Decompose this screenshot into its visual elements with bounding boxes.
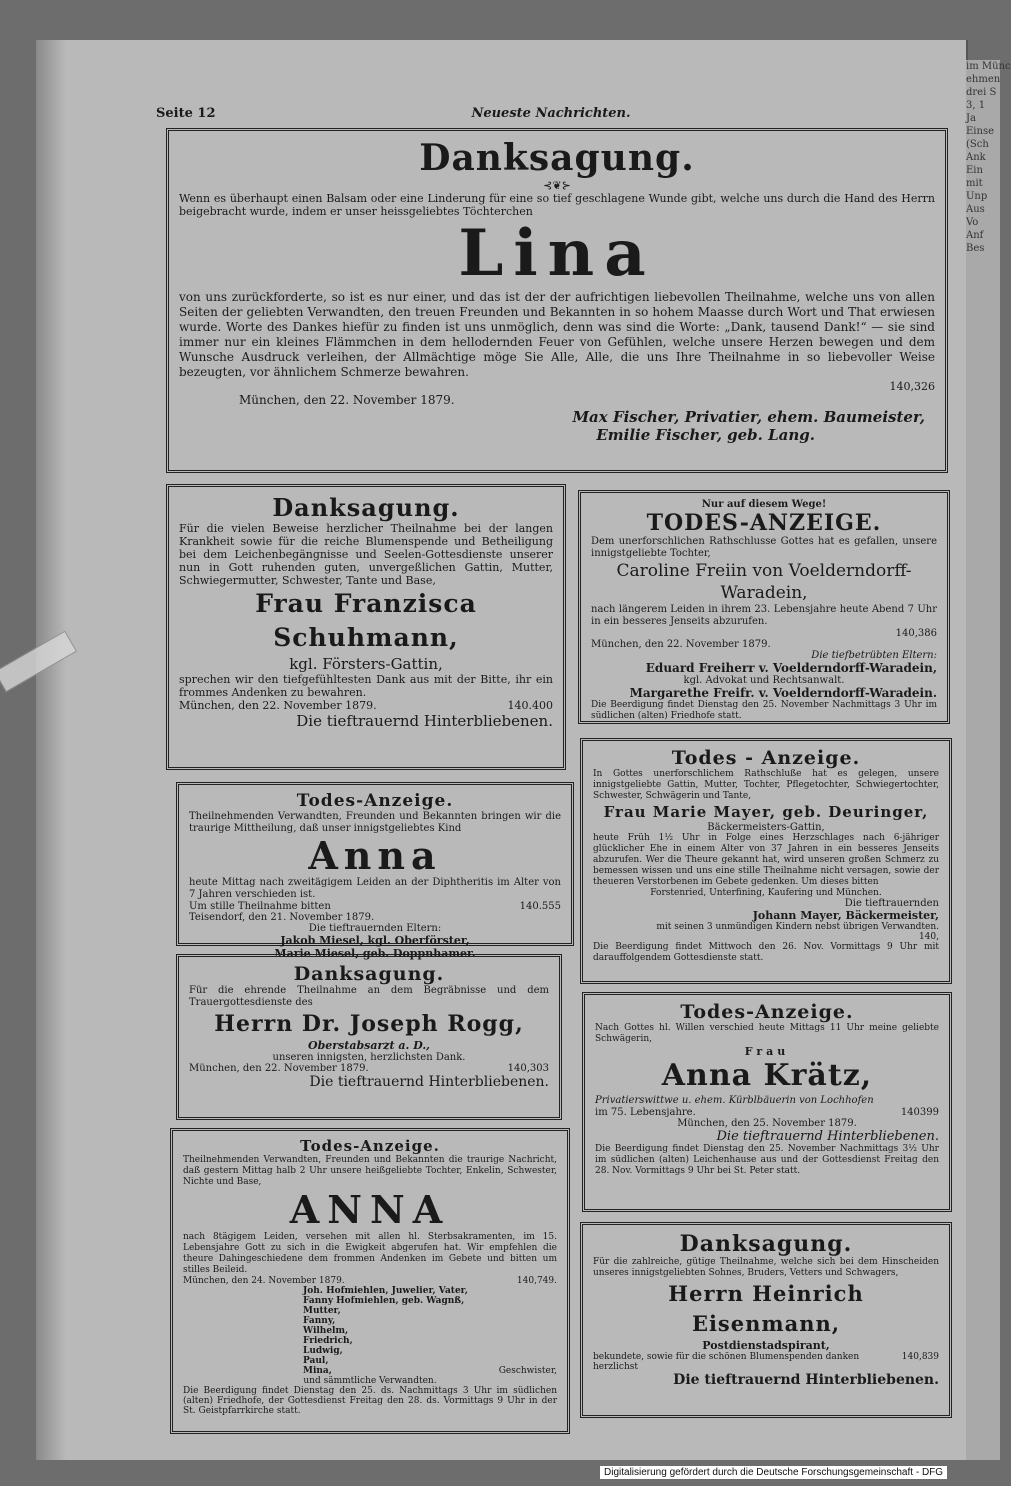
- mourner: Fanny,: [303, 1316, 336, 1326]
- request: Um stille Theilnahme bitten: [189, 901, 331, 912]
- notice-title: Danksagung.: [679, 1231, 853, 1257]
- mourner: Friedrich,: [303, 1336, 353, 1346]
- notice-intro: Dem unerforschlichen Rathschlusse Gottes hat es gefallen, unsere innigstgeliebte Tochter,: [591, 536, 937, 559]
- relatives: und sämmtliche Verwandten.: [303, 1376, 437, 1386]
- deceased-name: Anna: [308, 833, 442, 878]
- strip-line: Einse: [966, 126, 994, 137]
- notice-body: von uns zurückforderte, so ist es nur einer, und das ist der der aufrichtigen liebevollen Theilnahme, welche uns von allen Seiten der geliebten Verwandten, den treuen Freunden und Bekannten in so hohem Maasse durch Wort und That erwiesen wurde. Worte des Dankes hiefür zu finden ist uns unmöglich, denn was sind die Worte: „Dank, tausend Dank!“ — sie sind immer nur ein kleines Flämmchen in dem hellodernden Feuer von Gefühlen, welche unsere Herzen bewegen und dem Wunsche Ausdruck verleihen, der Allmächtige möge Sie Alle, Alle, die uns Ihre Theilnahme in so liebevoller Weise bezeugten, vor ähnlichem Schmerze bewahren.: [179, 290, 935, 379]
- notice-number: 140,386: [895, 628, 937, 639]
- deceased-name: Frau Franzisca Schuhmann,: [255, 589, 477, 652]
- notice-body: bekundete, sowie für die schönen Blumenspenden danken herzlichst: [593, 1352, 860, 1372]
- notice-intro: Nach Gottes hl. Willen verschied heute Mittags 11 Uhr meine geliebte Schwägerin,: [595, 1023, 939, 1044]
- notice-body: nach 8tägigem Leiden, versehen mit allen hl. Sterbsakramenten, im 15. Lebensjahre Gott zu sich in die Ewigkeit abgerufen hat. Wir empfehlen die theure Dahingeschiedene dem frommen Andenken im Gebete und bitten um stilles Beileid.: [183, 1232, 557, 1275]
- notice-body: sprechen wir den tiefgefühltesten Dank aus mit der Bitte, ihr ein frommes Andenken zu bewahren.: [179, 673, 553, 699]
- notice-lina: [166, 128, 948, 473]
- strip-line: drei S: [966, 87, 997, 98]
- deceased-title: Oberstabsarzt a. D.,: [307, 1039, 431, 1052]
- notice-number: 140,839: [901, 1352, 939, 1362]
- deceased-name: ANNA: [289, 1187, 451, 1232]
- place-date: München, den 22. November 1879.: [591, 639, 771, 650]
- mourner: Ludwig,: [303, 1346, 343, 1356]
- notice-intro: Für die ehrende Theilnahme an dem Begräbnisse und dem Trauergottesdienste des: [189, 985, 549, 1008]
- closing: Die tieftrauernd Hinterbliebenen.: [673, 1372, 939, 1388]
- mourner: Margarethe Freifr. v. Voelderndorff-Waradein.: [629, 686, 937, 700]
- digitization-credit: Digitalisierung gefördert durch die Deutsche Forschungsgemeinschaft - DFG: [600, 1466, 947, 1479]
- place-date: München, den 22. November 1879.: [189, 1063, 369, 1074]
- strip-line: Vo: [966, 217, 979, 228]
- notice-eisenmann: [580, 1222, 952, 1418]
- notice-title: Todes-Anzeige.: [680, 1001, 854, 1023]
- place-date: München, den 25. November 1879.: [677, 1118, 857, 1129]
- notice-number: 140,: [918, 932, 939, 942]
- deceased-title: Postdienstadspirant,: [702, 1339, 830, 1352]
- place-date: München, den 22. November 1879.: [179, 699, 377, 712]
- notice-body: unseren innigsten, herzlichsten Dank.: [272, 1052, 466, 1063]
- mourner: Johann Mayer, Bäckermeister,: [752, 909, 939, 922]
- strip-line: Ank: [966, 152, 986, 163]
- deceased-title: kgl. Försters-Gattin,: [289, 655, 443, 673]
- notice-intro: Wenn es überhaupt einen Balsam oder eine Linderung für eine so tief geschlagene Wunde gibt, welche uns durch die Hand des Herrn beigebracht wurde, indem er unser heissgeliebtes Töchterchen: [179, 192, 935, 218]
- deceased-name: Lina: [458, 216, 656, 291]
- notice-anna-kraetz: [582, 992, 952, 1212]
- mourner: Eduard Freiherr v. Voelderndorff-Waradein,: [645, 661, 937, 675]
- signature: Max Fischer, Privatier, ehem. Baumeister,: [572, 408, 925, 426]
- notice-number: 140,303: [507, 1063, 549, 1074]
- strip-line: Bes: [966, 243, 985, 254]
- notice-title: TODES-ANZEIGE.: [646, 510, 882, 536]
- strip-line: im Münc: [966, 61, 1011, 72]
- place-date: München, den 24. November 1879.: [183, 1276, 345, 1286]
- deceased-name: Caroline Freiin von Voelderndorff-Waradein,: [616, 561, 912, 603]
- notice-kicker: Nur auf diesem Wege!: [701, 499, 827, 510]
- mourner: Jakob Miesel, kgl. Oberförster,: [280, 934, 470, 947]
- deceased-title: Bäckermeisters-Gattin,: [707, 822, 825, 833]
- notice-anna-miesel: [176, 782, 574, 960]
- mourner: Fanny Hofmiehlen, geb. Wagnß, Mutter,: [303, 1296, 465, 1316]
- notice-title: Todes-Anzeige.: [296, 791, 454, 811]
- strip-line: 3, 1: [966, 100, 986, 111]
- strip-line: ehmen: [966, 74, 1001, 85]
- notice-number: 140,326: [889, 380, 935, 393]
- strip-line: Ja: [966, 113, 976, 124]
- funeral-info: Die Beerdigung findet Mittwoch den 26. Nov. Vormittags 9 Uhr mit darauffolgendem Gottesdienste statt.: [593, 942, 939, 963]
- mourner: Paul,: [303, 1356, 329, 1366]
- funeral-info: Die Beerdigung findet Dienstag den 25. ds. Nachmittags 3 Uhr im südlichen (alten) Friedhofe, der Gottesdienst Freitag den 28. ds. Vormittags 9 Uhr in der St. Geistpfarrkirche statt.: [183, 1386, 557, 1416]
- mourner: Mina,: [303, 1366, 332, 1376]
- notice-number: 140.400: [507, 699, 553, 712]
- page-number: Seite 12: [156, 106, 216, 121]
- notice-title: Todes-Anzeige.: [300, 1137, 440, 1155]
- notice-intro: Für die vielen Beweise herzlicher Theilnahme bei der langen Krankheit sowie für die reiche Blumenspende und Betheiligung bei dem Leichenbegängnisse und Seelen-Gottesdienste unserer nun in Gott ruhenden guten, unvergeßlichen Gattin, Mutter, Schwiegermutter, Schwester, Tante und Base,: [179, 522, 553, 587]
- deceased-title: Privatierswittwe u. ehem. Kürblbäuerin von Lochhofen: [595, 1095, 874, 1106]
- closing: Die tieftrauernd Hinterbliebenen.: [716, 1129, 939, 1144]
- notice-body: heute Mittag nach zweitägigem Leiden an der Diphtheritis im Alter von 7 Jahren verschieden ist.: [189, 877, 561, 900]
- mourner: Joh. Hofmiehlen, Juwelier, Vater,: [303, 1286, 468, 1296]
- place-date: München, den 22. November 1879.: [239, 393, 455, 407]
- mourner: Marie Miesel, geb. Doppnhamer.: [274, 947, 476, 960]
- mourners-label: Die tieftrauernden: [844, 898, 939, 909]
- notice-marie-mayer: [580, 738, 952, 984]
- notice-intro: Für die zahlreiche, gütige Theilnahme, welche sich bei dem Hinscheiden unseres innigstgeliebten Sohnes, Bruders, Vetters und Schwagers,: [593, 1257, 939, 1278]
- funeral-info: Die Beerdigung findet Dienstag den 25. November Nachmittags 3 Uhr im südlichen (alten) Friedhofe statt.: [591, 700, 937, 721]
- notice-anna-hofmiehlen: [170, 1128, 570, 1434]
- notice-title: Danksagung.: [272, 493, 460, 522]
- notice-title: Danksagung.: [293, 963, 445, 985]
- mourners-label: Die tiefbetrübten Eltern:: [811, 650, 937, 661]
- mourner-note: mit seinen 3 unmündigen Kindern nebst übrigen Verwandten.: [656, 922, 939, 932]
- mourner: Wilhelm,: [303, 1326, 349, 1336]
- notice-number: 140399: [900, 1107, 939, 1118]
- mourners-label: Die tieftrauernden Eltern:: [308, 923, 442, 934]
- places: Forstenried, Unterfining, Kaufering und München.: [650, 888, 882, 898]
- deceased-name: Frau Marie Mayer, geb. Deuringer,: [603, 803, 929, 821]
- age: im 75. Lebensjahre.: [595, 1107, 696, 1118]
- notice-body: heute Früh 1½ Uhr in Folge eines Herzschlages nach 6-jähriger glücklicher Ehe in einem Alter von 37 Jahren in ein besseres Jenseits abzurufen. Wer die Theure gekannt hat, wird unseren großen Schmerz zu bemessen wissen und uns eine stille Theilnahme nicht versagen, sowie der theueren Verstorbenen im Gebete gedenken. Um dieses bitten: [593, 833, 939, 887]
- notice-rogg: [176, 954, 562, 1120]
- frau-label: Frau: [744, 1045, 790, 1058]
- deceased-name: Herrn Heinrich Eisenmann,: [668, 1281, 864, 1336]
- strip-line: mit: [966, 178, 983, 189]
- notice-intro: In Gottes unerforschlichem Rathschluße hat es gelegen, unsere innigstgeliebte Gattin, Mutter, Tochter, Pflegetochter, Schwiegertochter, Schwester, Schwägerin und Tante,: [593, 769, 939, 801]
- notice-number: 140.555: [519, 901, 561, 912]
- deceased-name: Anna Krätz,: [661, 1058, 873, 1093]
- notice-intro: Theilnehmenden Verwandten, Freunden und Bekannten die traurige Nachricht, daß gestern Mittag halb 2 Uhr unsere heißgeliebte Tochter, Enkelin, Schwester, Nichte und Base,: [183, 1155, 557, 1187]
- closing: Die tieftrauernd Hinterbliebenen.: [296, 712, 553, 730]
- adjacent-page-strip: [966, 60, 1011, 1460]
- signature: Emilie Fischer, geb. Lang.: [596, 426, 815, 444]
- notice-body: nach längerem Leiden in ihrem 23. Lebensjahre heute Abend 7 Uhr in ein besseres Jenseits abzurufen.: [591, 604, 937, 627]
- notice-title: Todes - Anzeige.: [671, 747, 861, 769]
- strip-line: (Sch: [966, 139, 989, 150]
- strip-line: Ein: [966, 165, 983, 176]
- closing: Die tieftrauernd Hinterbliebenen.: [309, 1074, 549, 1090]
- notice-schuhmann: [166, 484, 566, 770]
- notice-number: 140,749.: [516, 1276, 557, 1286]
- deceased-name: Herrn Dr. Joseph Rogg,: [214, 1011, 524, 1037]
- ornament: ⊰❦⊱: [543, 179, 571, 192]
- notice-title: Danksagung.: [419, 137, 695, 179]
- strip-line: Unp: [966, 191, 988, 202]
- siblings-label: Geschwister,: [498, 1366, 557, 1376]
- strip-line: Aus: [966, 204, 985, 215]
- strip-line: Anf: [966, 230, 984, 241]
- funeral-info: Die Beerdigung findet Dienstag den 25. November Nachmittags 3½ Uhr im südlichen (alten) Leichenhause aus und der Gottesdienst Freitag den 28. Nov. Vormittags 9 Uhr bei St. Peter statt.: [595, 1144, 939, 1176]
- mourner-title: kgl. Advokat und Rechtsanwalt.: [683, 675, 845, 686]
- place-date: Teisendorf, den 21. November 1879.: [189, 912, 375, 923]
- newspaper-title: Neueste Nachrichten.: [471, 106, 631, 121]
- notice-intro: Theilnehmenden Verwandten, Freunden und Bekannten bringen wir die traurige Mittheilung, daß unser innigstgeliebtes Kind: [189, 811, 561, 834]
- notice-voelderndorff: [578, 490, 950, 724]
